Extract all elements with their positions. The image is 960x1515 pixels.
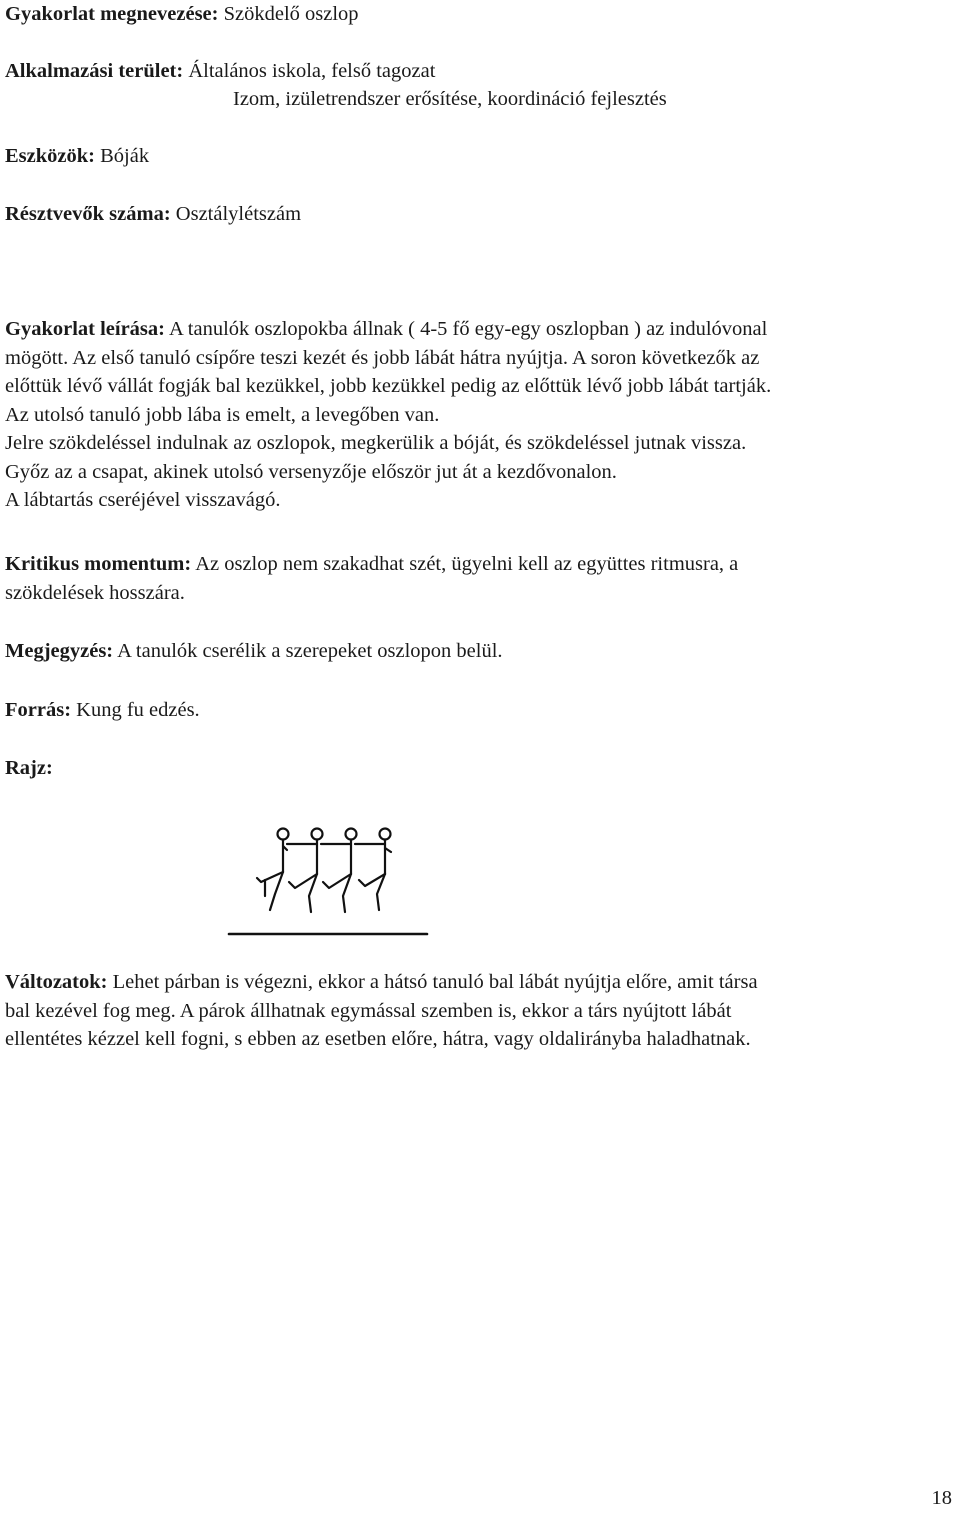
stick-figure [257,829,289,911]
description-line: mögött. Az első tanuló csípőre teszi kezét és jobb lábát hátra nyújtja. A soron következők az [5,346,760,369]
area-row [5,57,940,86]
tools-label: Eszközök: [5,145,95,167]
critical-paragraph [5,550,940,607]
exercise-name-label: Gyakorlat megnevezése: [5,3,219,25]
critical-text: szökdelések hosszára. [5,581,185,604]
participants-label: Résztvevők száma: [5,203,171,225]
note-value: A tanulók cserélik a szerepeket oszlopon belül. [113,640,503,662]
drawing-label: Rajz: [5,757,53,779]
variants-text: bal kezével fog meg. A párok állhatnak egymással szemben is, ekkor a társ nyújtott lábát [5,999,732,1022]
description-line: Jelre szökdeléssel indulnak az oszlopok, megkerülik a bóját, és szökdeléssel jutnak vissza. [5,432,747,454]
note-row [5,637,940,666]
source-row [5,696,940,725]
tools-row [5,142,940,171]
participants-value: Osztálylétszám [170,203,302,225]
source-value: Kung fu edzés. [71,699,200,721]
description-paragraph [5,315,940,515]
stick-figure [287,829,323,913]
drawing-row [5,754,940,783]
description-line: Az utolsó tanuló jobb lába is emelt, a levegőben van. [5,403,440,426]
variants-text: ellentétes kézzel kell fogni, s ebben az esetben előre, hátra, vagy oldalirányba haladhatnak. [5,1028,751,1050]
area-value-1: Általános iskola, felső tagozat [183,60,436,82]
stick-figure [355,829,391,911]
area-value-2: Izom, izületrendszer erősítése, koordináció fejlesztés [233,88,667,110]
description-line: előttük lévő vállát fogják bal kezükkel, jobb kezükkel pedig az előttük lévő jobb lábát tartják. [5,375,772,397]
description-label: Gyakorlat leírása: [5,318,165,340]
tools-value: Bóják [94,145,150,167]
stick-figure-column-drawing [225,820,435,942]
description-line: Gyakorlat leírása: A tanulók oszlopokba állnak ( 4-5 fő egy-egy oszlopban ) az indulóvonal [5,318,768,340]
stick-figure [321,829,357,913]
critical-text: Az oszlop nem szakadhat szét, ügyelni kell az együttes ritmusra, a [191,553,739,575]
variants-paragraph [5,968,940,1054]
description-line: Győz az a csapat, akinek utolsó versenyzője először jut át a kezdővonalon. [5,460,617,483]
area-row-2 [5,85,960,114]
variants-label: Változatok: [5,971,108,993]
exercise-name-row [5,0,940,29]
area-label: Alkalmazási terület: [5,60,184,82]
exercise-name-value: Szökdelő oszlop [218,3,359,25]
page-number: 18 [931,1487,952,1509]
critical-label: Kritikus momentum: [5,553,192,575]
description-line: A lábtartás cseréjével visszavágó. [5,489,281,511]
note-label: Megjegyzés: [5,640,114,662]
variants-text: Lehet párban is végezni, ekkor a hátsó tanuló bal lábát nyújtja előre, amit társa [107,971,758,993]
source-label: Forrás: [5,699,72,721]
participants-row [5,200,940,229]
